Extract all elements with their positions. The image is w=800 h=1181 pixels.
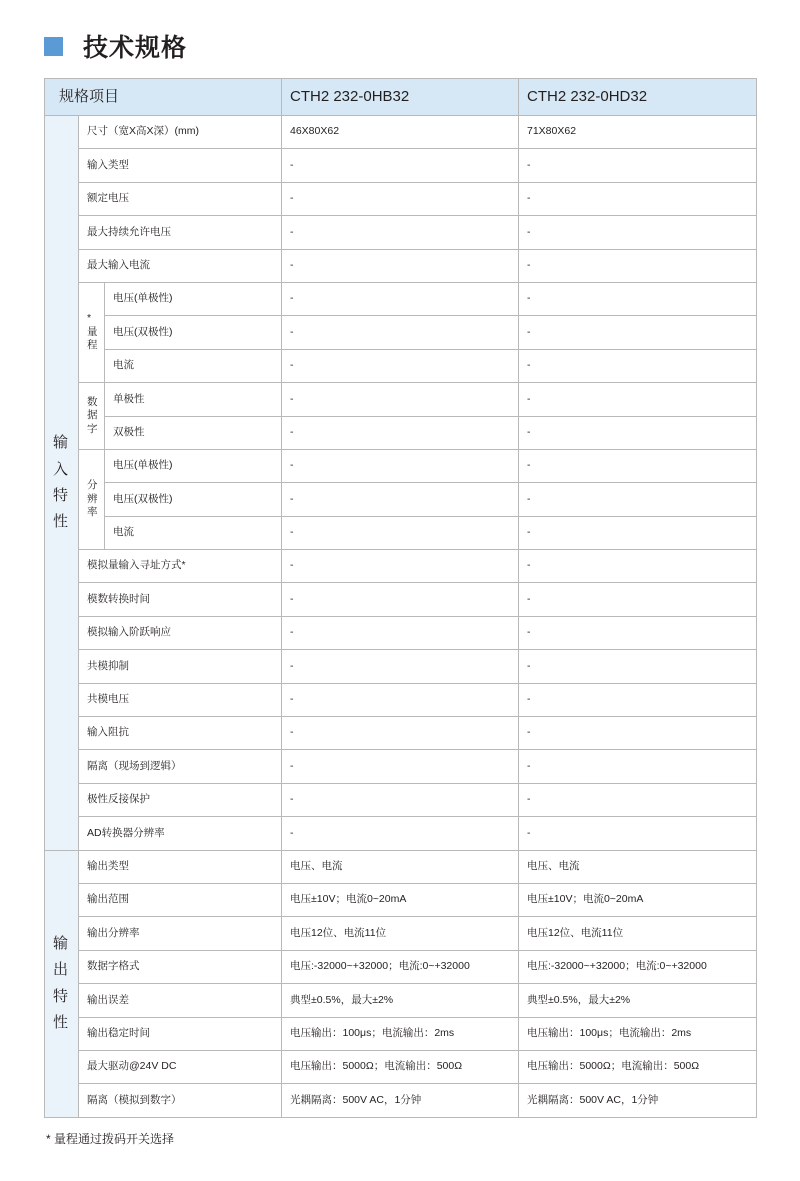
group-label-input-c3: 特	[53, 486, 71, 504]
specification-table	[44, 78, 757, 1118]
row-value-1: -	[282, 783, 519, 816]
row-value-2: 电压±10V；电流0~20mA	[519, 883, 757, 916]
row-label: 输入阻抗	[79, 717, 282, 750]
table-row	[45, 116, 757, 149]
table-header-row	[45, 79, 757, 116]
table-row	[45, 583, 757, 616]
table-row	[45, 416, 757, 449]
row-label: 数据字格式	[79, 950, 282, 983]
column-header-model-1: CTH2 232-0HB32	[282, 79, 519, 116]
row-value-1: -	[282, 249, 519, 282]
table-row	[45, 750, 757, 783]
row-value-1: -	[282, 483, 519, 516]
table-row	[45, 683, 757, 716]
row-value-1: -	[282, 616, 519, 649]
table-row	[45, 817, 757, 850]
row-value-1: -	[282, 550, 519, 583]
row-value-2: -	[519, 717, 757, 750]
table-row	[45, 282, 757, 315]
row-value-1: -	[282, 449, 519, 482]
row-value-2: -	[519, 583, 757, 616]
row-label: 极性反接保护	[79, 783, 282, 816]
table-row	[45, 383, 757, 416]
row-value-2: 电压12位、电流11位	[519, 917, 757, 950]
row-label: 输入类型	[79, 149, 282, 182]
row-label: 输出范围	[79, 883, 282, 916]
row-value-1: -	[282, 416, 519, 449]
subgroup-label-digital	[79, 383, 105, 450]
table-row	[45, 616, 757, 649]
group-label-output	[45, 850, 79, 1117]
column-header-item: 规格项目	[45, 79, 282, 116]
column-header-model-2: CTH2 232-0HD32	[519, 79, 757, 116]
table-row	[45, 1017, 757, 1050]
subgroup-label-resolution	[79, 449, 105, 549]
row-value-2: -	[519, 650, 757, 683]
row-value-1: 电压输出：5000Ω；电流输出：500Ω	[282, 1050, 519, 1083]
row-label: AD转换器分辨率	[79, 817, 282, 850]
row-value-1: -	[282, 349, 519, 382]
row-value-1: -	[282, 149, 519, 182]
row-label: 模拟量输入寻址方式*	[79, 550, 282, 583]
row-value-2: -	[519, 783, 757, 816]
row-value-2: -	[519, 750, 757, 783]
group-label-input	[45, 116, 79, 851]
row-value-1: 典型±0.5%，最大±2%	[282, 984, 519, 1017]
row-value-1: -	[282, 717, 519, 750]
table-row	[45, 249, 757, 282]
row-label: 模拟输入阶跃响应	[79, 616, 282, 649]
table-row	[45, 717, 757, 750]
row-value-2: 电压输出：5000Ω；电流输出：500Ω	[519, 1050, 757, 1083]
row-value-2: -	[519, 483, 757, 516]
row-value-2: -	[519, 449, 757, 482]
row-value-1: -	[282, 650, 519, 683]
group-label-input-c4: 性	[53, 513, 71, 531]
row-label: 电压(单极性)	[105, 449, 282, 482]
row-label: 输出类型	[79, 850, 282, 883]
row-value-2: 71X80X62	[519, 116, 757, 149]
row-value-2: -	[519, 616, 757, 649]
subgroup-digital-c3: 字	[87, 422, 98, 435]
subgroup-digital-c1: 数	[87, 395, 98, 408]
group-label-output-c1: 输	[53, 935, 71, 953]
row-value-1: 电压、电流	[282, 850, 519, 883]
row-label: 单极性	[105, 383, 282, 416]
group-label-output-c3: 特	[53, 987, 71, 1005]
row-value-2: 电压:-32000~+32000；电流:0~+32000	[519, 950, 757, 983]
row-label: 共模电压	[79, 683, 282, 716]
row-value-2: -	[519, 249, 757, 282]
row-value-2: -	[519, 149, 757, 182]
page-title-text: 技术规格	[83, 34, 188, 62]
table-row	[45, 1084, 757, 1117]
table-row	[45, 216, 757, 249]
row-value-1: 电压输出：100μs；电流输出：2ms	[282, 1017, 519, 1050]
row-label: 模数转换时间	[79, 583, 282, 616]
row-label: 最大驱动@24V DC	[79, 1050, 282, 1083]
table-body	[45, 116, 757, 1118]
table-row	[45, 883, 757, 916]
subgroup-resolution-c2: 辨	[87, 492, 98, 505]
row-label: 输出误差	[79, 984, 282, 1017]
row-value-2: -	[519, 282, 757, 315]
row-label: 最大持续允许电压	[79, 216, 282, 249]
row-value-1: -	[282, 282, 519, 315]
table-row	[45, 449, 757, 482]
row-value-1: 46X80X62	[282, 116, 519, 149]
row-value-1: 电压±10V；电流0~20mA	[282, 883, 519, 916]
row-label: 共模抑制	[79, 650, 282, 683]
row-value-1: -	[282, 683, 519, 716]
row-value-2: -	[519, 416, 757, 449]
row-label: 电流	[105, 349, 282, 382]
row-value-2: -	[519, 683, 757, 716]
subgroup-label-range	[79, 282, 105, 382]
table-row	[45, 984, 757, 1017]
group-label-output-c4: 性	[53, 1013, 71, 1031]
row-label: 隔离（现场到逻辑）	[79, 750, 282, 783]
row-label: 隔离（模拟到数字）	[79, 1084, 282, 1117]
row-value-1: -	[282, 182, 519, 215]
group-label-output-c2: 出	[53, 961, 71, 979]
table-row	[45, 182, 757, 215]
page-title	[44, 0, 756, 78]
table-row	[45, 550, 757, 583]
row-label: 尺寸（宽X高X深）(mm)	[79, 116, 282, 149]
table-row	[45, 483, 757, 516]
subgroup-range-c1: 量	[87, 325, 98, 338]
row-value-1: -	[282, 383, 519, 416]
table-header	[45, 79, 757, 116]
table-row	[45, 149, 757, 182]
row-value-2: -	[519, 516, 757, 549]
row-value-2: -	[519, 817, 757, 850]
row-value-1: -	[282, 583, 519, 616]
row-label: 输出分辨率	[79, 917, 282, 950]
table-row	[45, 316, 757, 349]
row-value-2: 典型±0.5%，最大±2%	[519, 984, 757, 1017]
row-value-1: -	[282, 516, 519, 549]
footnote: * 量程通过拨码开关选择	[46, 1131, 175, 1146]
row-value-2: -	[519, 383, 757, 416]
table-row	[45, 516, 757, 549]
row-value-2: -	[519, 550, 757, 583]
row-label: 电流	[105, 516, 282, 549]
table-row	[45, 950, 757, 983]
table-row	[45, 917, 757, 950]
title-square-icon	[44, 37, 63, 56]
row-value-1: 电压12位、电流11位	[282, 917, 519, 950]
table-row	[45, 349, 757, 382]
row-label: 额定电压	[79, 182, 282, 215]
row-label: 双极性	[105, 416, 282, 449]
row-value-2: -	[519, 349, 757, 382]
group-label-input-c1: 输	[53, 434, 71, 452]
row-value-2: 电压输出：100μs；电流输出：2ms	[519, 1017, 757, 1050]
table-row	[45, 650, 757, 683]
row-label: 最大输入电流	[79, 249, 282, 282]
row-value-1: -	[282, 216, 519, 249]
row-label: 电压(双极性)	[105, 483, 282, 516]
row-value-2: 光耦隔离：500V AC，1分钟	[519, 1084, 757, 1117]
row-label: 电压(单极性)	[105, 282, 282, 315]
row-value-1: 光耦隔离：500V AC，1分钟	[282, 1084, 519, 1117]
row-value-1: -	[282, 750, 519, 783]
table-row	[45, 783, 757, 816]
row-value-2: -	[519, 182, 757, 215]
group-label-input-c2: 入	[53, 460, 71, 478]
row-value-1: -	[282, 817, 519, 850]
subgroup-resolution-c1: 分	[87, 479, 98, 492]
row-value-2: 电压、电流	[519, 850, 757, 883]
row-value-1: 电压:-32000~+32000；电流:0~+32000	[282, 950, 519, 983]
subgroup-resolution-c3: 率	[87, 506, 98, 519]
table-row	[45, 850, 757, 883]
row-value-2: -	[519, 216, 757, 249]
table-row	[45, 1050, 757, 1083]
subgroup-range-c2: 程	[87, 339, 98, 352]
row-label: 输出稳定时间	[79, 1017, 282, 1050]
subgroup-digital-c2: 据	[87, 409, 98, 422]
row-label: 电压(双极性)	[105, 316, 282, 349]
row-value-2: -	[519, 316, 757, 349]
subgroup-range-star: *	[87, 312, 92, 325]
row-value-1: -	[282, 316, 519, 349]
